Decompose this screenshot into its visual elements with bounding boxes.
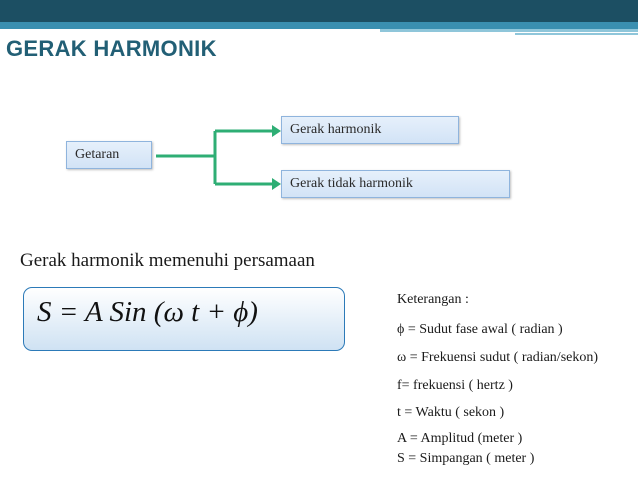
diagram-root-box: Getaran — [66, 141, 152, 169]
keterangan-item-t: t = Waktu ( sekon ) — [397, 405, 505, 420]
diagram-branch-tidak-harmonik: Gerak tidak harmonik — [281, 170, 510, 198]
keterangan-item-f: f= frekuensi ( hertz ) — [397, 378, 513, 393]
keterangan-heading: Keterangan : — [397, 292, 469, 307]
equation-intro: Gerak harmonik memenuhi persamaan — [20, 250, 315, 271]
equation-formula: S = A Sin (ω t + ϕ) — [37, 296, 258, 328]
keterangan-item-s: S = Simpangan ( meter ) — [397, 451, 535, 466]
slide-title: GERAK HARMONIK — [6, 36, 217, 61]
keterangan-item-a: A = Amplitud (meter ) — [397, 431, 523, 446]
diagram-branch-harmonik: Gerak harmonik — [281, 116, 459, 144]
keterangan-item-phi: ϕ = Sudut fase awal ( radian ) — [397, 322, 563, 337]
arrowhead-bottom — [272, 178, 281, 190]
arrowhead-top — [272, 125, 281, 137]
keterangan-item-omega: ω = Frekuensi sudut ( radian/sekon) — [397, 350, 599, 365]
